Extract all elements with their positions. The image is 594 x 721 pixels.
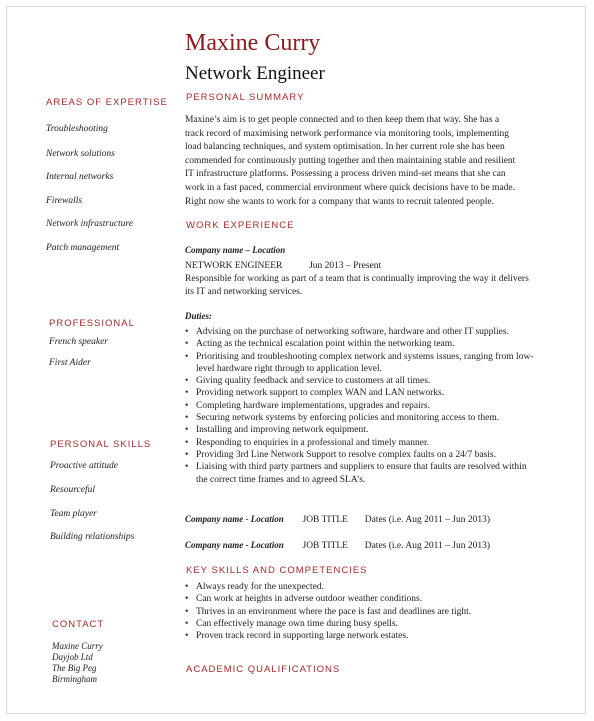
- previous-job-title: JOB TITLE: [302, 541, 348, 551]
- skill-item: • Can work at heights in adverse outdoor weather conditions.: [185, 593, 535, 605]
- duty-item: • Providing network support to complex WAN and LAN networks.: [185, 387, 535, 399]
- expertise-item: Patch management: [46, 243, 120, 253]
- expertise-item: Network solutions: [46, 149, 115, 159]
- skill-item: • Can effectively manage own time during busy spells.: [185, 618, 535, 630]
- personal-skills-heading: PERSONAL SKILLS: [50, 439, 152, 450]
- duty-item: • Providing 3rd Line Network Support to resolve complex faults on a 24/7 basis.: [185, 449, 535, 461]
- candidate-title: Network Engineer: [185, 63, 325, 84]
- expertise-item: Network infrastructure: [46, 219, 133, 229]
- duties-label: Duties:: [185, 311, 212, 321]
- contact-line: Dayjob Ltd: [52, 652, 93, 662]
- education-heading: ACADEMIC QUALIFICATIONS: [186, 664, 341, 675]
- professional-item: French speaker: [49, 337, 108, 347]
- previous-job-title: JOB TITLE: [302, 515, 348, 525]
- job-description-line: its IT and networking services.: [185, 286, 303, 297]
- summary-line: track record of maximising network performance via monitoring tools, implementing: [185, 128, 509, 139]
- skill-item: • Thrives in an environment where the pace is fast and deadlines are tight.: [185, 606, 535, 618]
- expertise-item: Troubleshooting: [46, 124, 108, 134]
- duty-item: • Acting as the technical escalation point within the networking team.: [185, 338, 535, 350]
- contact-line: Maxine Curry: [52, 641, 103, 651]
- previous-job-dates: Dates (i.e. Aug 2011 – Jun 2013): [364, 515, 490, 525]
- expertise-heading: AREAS OF EXPERTISE: [46, 97, 168, 108]
- duty-item: • Giving quality feedback and service to customers at all times.: [185, 375, 535, 387]
- job-dates: Jun 2013 – Present: [309, 261, 382, 271]
- previous-job-dates: Dates (i.e. Aug 2011 – Jun 2013): [364, 541, 490, 551]
- duty-item: • Completing hardware implementations, upgrades and repairs.: [185, 400, 535, 412]
- duty-item: • Securing network systems by enforcing policies and monitoring access to them.: [185, 412, 535, 424]
- skill-item: • Always ready for the unexpected.: [185, 581, 535, 593]
- personal-skill-item: Team player: [50, 509, 97, 519]
- duty-item: • Installing and improving network equipment.: [185, 424, 535, 436]
- duties-list: [185, 326, 535, 486]
- job-title: NETWORK ENGINEER: [185, 261, 283, 271]
- company-location: Company name – Location: [185, 245, 286, 255]
- duty-item: • Liaising with third party partners and suppliers to ensure that faults are resolved within the correct time frames and to agreed SLA’s.: [185, 461, 535, 486]
- personal-skill-item: Resourceful: [50, 485, 96, 495]
- expertise-item: Firewalls: [46, 196, 83, 206]
- previous-company: Company name - Location: [185, 514, 284, 524]
- skills-heading: KEY SKILLS AND COMPETENCIES: [186, 565, 368, 576]
- summary-text: [185, 114, 530, 209]
- personal-skill-item: Building relationships: [50, 532, 135, 542]
- summary-line: Maxine’s aim is to get people connected and to then keep them that way. She has a: [185, 115, 500, 125]
- summary-line: load balancing techniques, and system optimisation. In her current role she has been: [185, 142, 505, 153]
- current-job-row: [185, 261, 381, 271]
- professional-heading: PROFESSIONAL: [49, 318, 135, 329]
- summary-line: work in a fast paced, commercial environment where quick decisions have to be made.: [185, 182, 516, 193]
- job-description-line: Responsible for working as part of a team that is continually improving the way it delivers: [185, 274, 529, 284]
- summary-line: Right now she wants to work for a company that wants to recruit talented people.: [185, 196, 494, 207]
- candidate-name: Maxine Curry: [185, 30, 321, 56]
- duty-item: • Advising on the purchase of networking software, hardware and other IT supplies.: [185, 326, 535, 338]
- previous-company: Company name - Location: [185, 540, 284, 550]
- summary-heading: PERSONAL SUMMARY: [186, 92, 305, 103]
- summary-line: commended for continuously putting together and then maintaining stable and resilient: [185, 155, 516, 166]
- job-description: [185, 273, 530, 298]
- personal-skill-item: Proactive attitude: [50, 461, 118, 471]
- contact-line: Birmingham: [52, 674, 97, 684]
- duty-item: • Responding to enquiries in a professional and timely manner.: [185, 437, 535, 449]
- professional-item: First Aider: [49, 358, 91, 368]
- contact-line: The Big Peg: [52, 663, 97, 673]
- previous-job-row: [185, 540, 490, 551]
- experience-heading: WORK EXPERIENCE: [186, 220, 295, 231]
- contact-heading: CONTACT: [52, 619, 105, 630]
- expertise-item: Internal networks: [46, 172, 114, 182]
- summary-line: IT infrastructure platforms. Possessing a process driven mind-set means that she can: [185, 169, 506, 180]
- skill-item: • Proven track record in supporting large network estates.: [185, 630, 535, 642]
- duty-item: • Prioritising and troubleshooting complex network and systems issues, ranging from low-level hardware right through to application level.: [185, 351, 535, 376]
- skills-list: [185, 581, 535, 642]
- previous-job-row: [185, 514, 490, 525]
